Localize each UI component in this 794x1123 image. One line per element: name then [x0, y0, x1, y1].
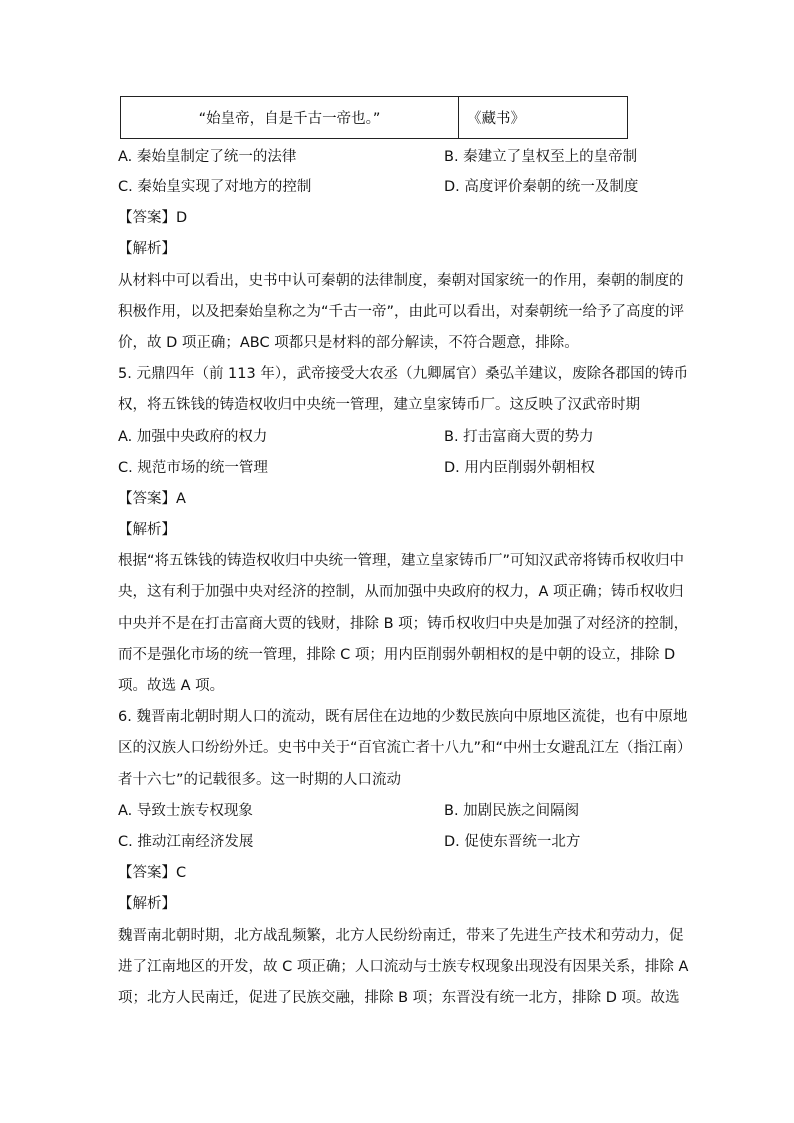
q6-analysis-title: 【解析】 — [118, 896, 176, 912]
q4-option-c: C. 秦始皇实现了对地方的控制 — [118, 179, 312, 195]
q6-option-d: D. 促使东晋统一北方 — [444, 834, 581, 850]
q4-option-d: D. 高度评价秦朝的统一及制度 — [444, 179, 639, 195]
q6-option-b: B. 加剧民族之间隔阂 — [444, 803, 580, 819]
q6-option-a: A. 导致士族专权现象 — [118, 803, 253, 819]
q4-analysis-line: 积极作用，以及把秦始皇称之为“千古一帝”，由此可以看出，对秦朝统一给予了高度的评 — [118, 304, 685, 320]
q4-analysis-title: 【解析】 — [118, 241, 176, 257]
q5-stem-line: 权，将五铢钱的铸造权收归中央统一管理，建立皇家铸币厂。这反映了汉武帝时期 — [118, 397, 640, 413]
q6-stem-line: 者十六七”的记载很多。这一时期的人口流动 — [118, 772, 402, 788]
q6-stem-line: 6. 魏晋南北朝时期人口的流动，既有居住在边地的少数民族向中原地区流徙，也有中原地 — [118, 709, 688, 725]
q4-option-b: B. 秦建立了皇权至上的皇帝制 — [444, 149, 638, 165]
q5-analysis-line: 中央并不是在打击富商大贾的钱财，排除 B 项；铸币权收归中央是加强了对经济的控制， — [118, 616, 689, 632]
q5-analysis-title: 【解析】 — [118, 522, 176, 538]
q5-analysis-line: 央，这有利于加强中央对经济的控制，从而加强中央政府的权力，A 项正确；铸币权收归 — [118, 584, 684, 600]
q6-stem-line: 区的汉族人口纷纷外迁。史书中关于“百官流亡者十八九”和“中州士女避乱江左（指江南） — [118, 740, 692, 756]
q4-answer: 【答案】D — [118, 210, 188, 226]
q6-analysis-line: 项；北方人民南迁，促进了民族交融，排除 B 项；东晋没有统一北方，排除 D 项。故选 — [118, 990, 680, 1006]
quote-table — [120, 96, 628, 139]
q5-stem-line: 5. 元鼎四年（前 113 年），武帝接受大农丞（九卿属官）桑弘羊建议，废除各郡国的铸币 — [118, 366, 689, 382]
q6-option-c: C. 推动江南经济发展 — [118, 834, 254, 850]
q5-analysis-line: 而不是强化市场的统一管理，排除 C 项；用内臣削弱外朝相权的是中朝的设立，排除 D — [118, 647, 676, 663]
quote-text: “始皇帝，自是千古一帝也。” — [198, 111, 381, 127]
q5-option-a: A. 加强中央政府的权力 — [118, 429, 268, 445]
q4-analysis-line: 从材料中可以看出，史书中认可秦朝的法律制度，秦朝对国家统一的作用，秦朝的制度的 — [118, 273, 684, 289]
q5-answer: 【答案】A — [118, 491, 186, 507]
q5-option-b: B. 打击富商大贾的势力 — [444, 429, 594, 445]
q6-analysis-line: 魏晋南北朝时期，北方战乱频繁，北方人民纷纷南迁，带来了先进生产技术和劳动力，促 — [118, 928, 684, 944]
q5-option-d: D. 用内臣削弱外朝相权 — [444, 460, 595, 476]
q4-option-a: A. 秦始皇制定了统一的法律 — [118, 149, 297, 165]
q6-analysis-line: 进了江南地区的开发，故 C 项正确；人口流动与士族专权现象出现没有因果关系，排除 A — [118, 959, 689, 975]
q5-option-c: C. 规范市场的统一管理 — [118, 460, 268, 476]
source-text: 《藏书》 — [467, 111, 525, 127]
source-cell — [459, 97, 627, 138]
q4-analysis-line: 价，故 D 项正确；ABC 项都只是材料的部分解读，不符合题意，排除。 — [118, 335, 579, 351]
quote-cell — [121, 97, 459, 138]
q5-analysis-line: 项。故选 A 项。 — [118, 678, 225, 694]
q5-analysis-line: 根据“将五铢钱的铸造权收归中央统一管理，建立皇家铸币厂”可知汉武帝将铸币权收归中 — [118, 553, 685, 569]
q6-answer: 【答案】C — [118, 865, 187, 881]
